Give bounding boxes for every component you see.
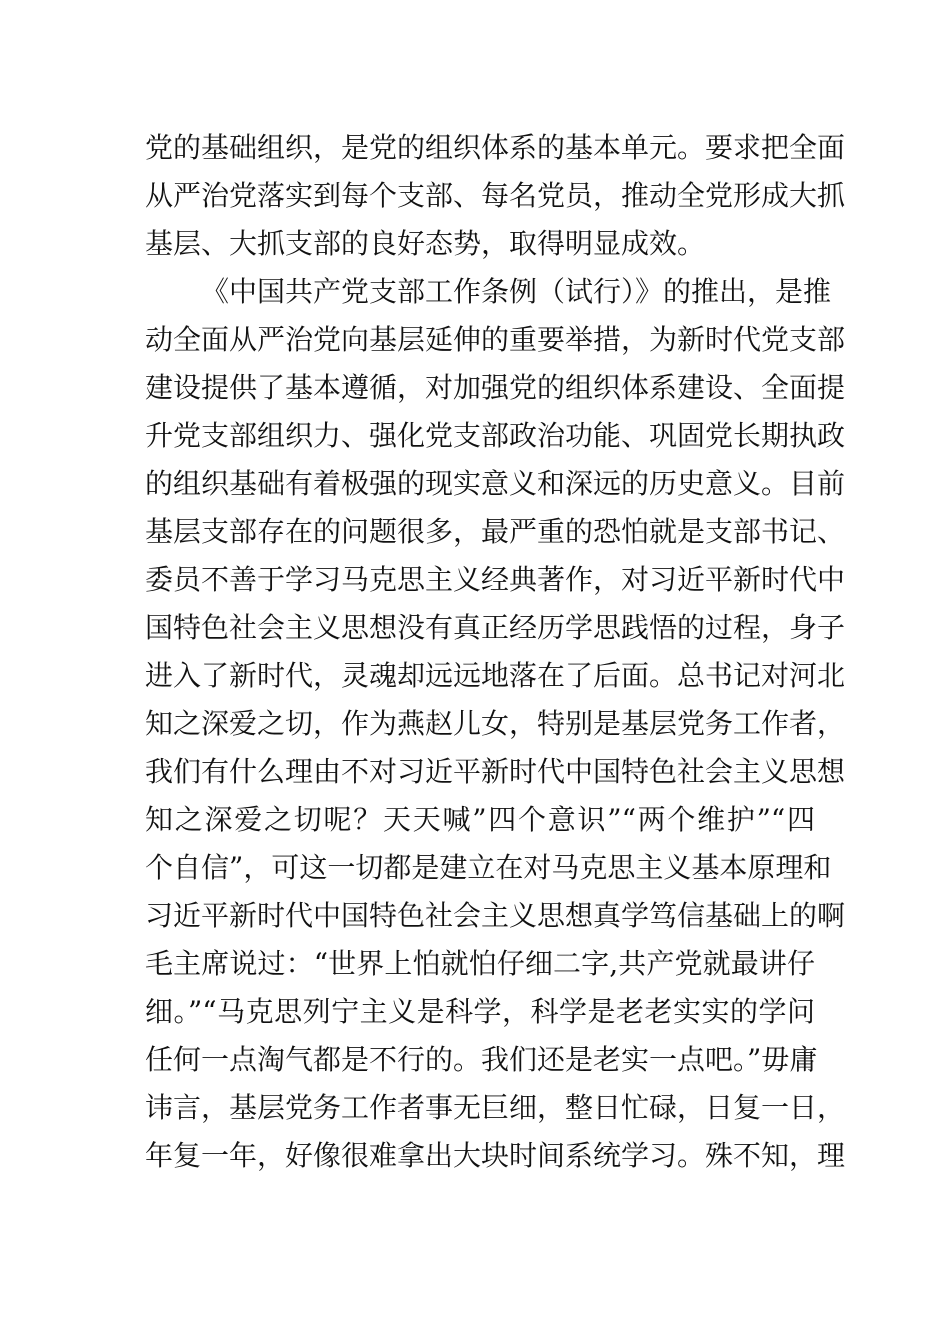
text-line: 基层、大抓支部的良好态势，取得明显成效。 [145,227,706,260]
paragraph-first-line: 《中国共产党支部工作条例（试行）》的推出，是推 [201,275,832,308]
text-line: 国特色社会主义思想没有真正经历学思践悟的过程，身子 [145,611,846,644]
text-line: 的组织基础有着极强的现实意义和深远的历史意义。目前 [145,467,846,500]
text-line: 知之深爱之切，作为燕赵儿女，特别是基层党务工作者， [145,707,846,740]
text-line: 毛主席说过：“世界上怕就怕仔细二字,共产党就最讲仔 [145,947,815,980]
text-line: 党的基础组织，是党的组织体系的基本单元。要求把全面 [145,131,846,164]
text-line: 知之深爱之切呢？天天喊”四个意识”“两个维护”“四 [145,803,815,836]
text-line: 建设提供了基本遵循，对加强党的组织体系建设、全面提 [145,371,846,404]
text-line: 动全面从严治党向基层延伸的重要举措，为新时代党支部 [145,323,846,356]
text-line: 讳言，基层党务工作者事无巨细，整日忙碌，日复一日， [145,1091,846,1124]
text-line: 任何一点淘气都是不行的。我们还是老实一点吧。”毋庸 [145,1043,818,1076]
text-line: 年复一年，好像很难拿出大块时间系统学习。殊不知，理 [145,1139,846,1172]
text-line: 进入了新时代，灵魂却远远地落在了后面。总书记对河北 [145,659,846,692]
text-line: 委员不善于学习马克思主义经典著作，对习近平新时代中 [145,563,846,596]
body-text [145,124,846,1180]
text-line: 升党支部组织力、强化党支部政治功能、巩固党长期执政 [145,419,846,452]
text-line: 我们有什么理由不对习近平新时代中国特色社会主义思想 [145,755,846,788]
text-line: 个自信”，可这一切都是建立在对马克思主义基本原理和 [145,851,832,884]
text-line: 基层支部存在的问题很多，最严重的恐怕就是支部书记、 [145,515,846,548]
text-line: 细。”“马克思列宁主义是科学，科学是老老实实的学问 [145,995,815,1028]
text-line: 从严治党落实到每个支部、每名党员，推动全党形成大抓 [145,179,846,212]
text-line: 习近平新时代中国特色社会主义思想真学笃信基础上的啊 [145,899,846,932]
